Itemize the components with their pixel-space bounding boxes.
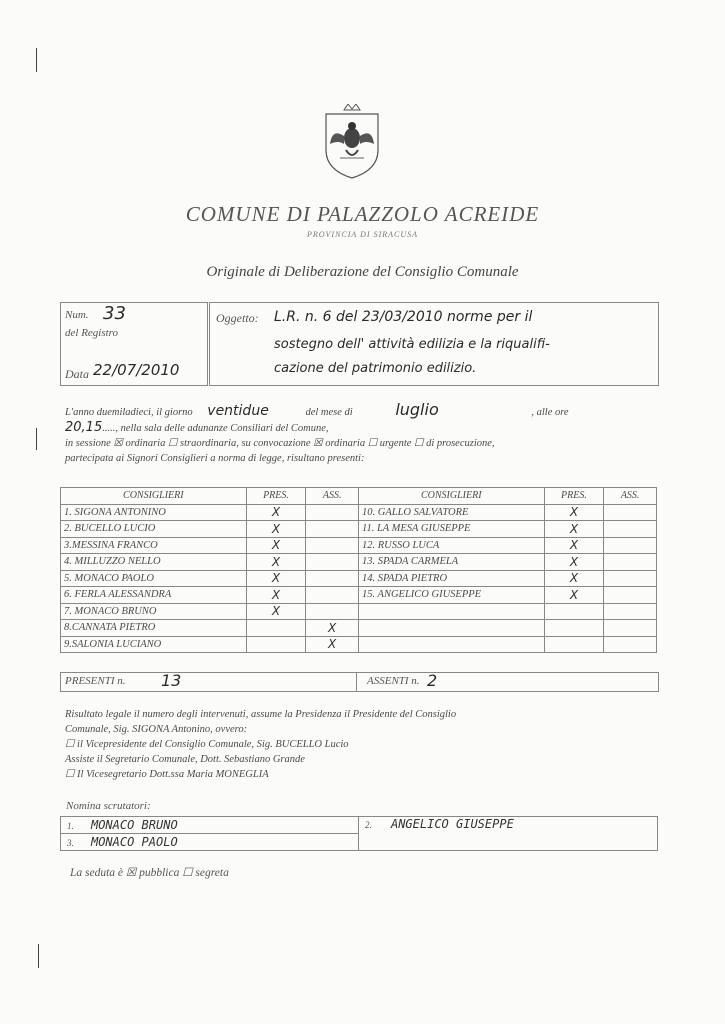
num-label: Num.: [65, 309, 89, 321]
ass-mark: X: [306, 636, 359, 653]
pres-mark: [246, 620, 306, 637]
pres-mark: X: [246, 603, 306, 620]
attendance-row: [61, 537, 657, 554]
intro-paragraph: [65, 402, 665, 466]
attendance-row: [61, 587, 657, 604]
subject-line-3: cazione del patrimonio edilizio.: [274, 361, 477, 376]
attendance-row: [61, 504, 657, 521]
ass-mark: [604, 587, 657, 604]
scrutatore-number: 1.: [67, 821, 74, 831]
comune-title: COMUNE DI PALAZZOLO ACREIDE: [185, 202, 540, 226]
pres-mark: X: [246, 587, 306, 604]
ass-mark: [604, 636, 657, 653]
header-pres: PRES.: [246, 488, 306, 505]
margin-mark: [38, 944, 39, 968]
consigliere-name: 13. SPADA CARMELA: [358, 554, 544, 571]
header-consiglieri: CONSIGLIERI: [358, 488, 544, 505]
consigliere-name: 9.SALONIA LUCIANO: [61, 636, 247, 653]
pres-mark: X: [246, 570, 306, 587]
ass-mark: [604, 537, 657, 554]
consigliere-name: 10. GALLO SALVATORE: [358, 504, 544, 521]
mese-value: luglio: [395, 400, 439, 419]
pres-mark: X: [544, 587, 604, 604]
presidency-line: Risultato legale il numero degli intervenuti, assume la Presidenza il Presidente del Consiglio: [65, 709, 457, 720]
header-pres: PRES.: [544, 488, 604, 505]
intro-text-1: L'anno duemiladieci, il giorno: [65, 407, 193, 418]
attendance-row: [61, 603, 657, 620]
pres-mark: X: [544, 504, 604, 521]
pres-mark: X: [544, 570, 604, 587]
seduta-line: La seduta è ☒ pubblica ☐ segreta: [70, 867, 229, 879]
ass-mark: [306, 537, 359, 554]
header-ass: ASS.: [604, 488, 657, 505]
num-value: 33: [103, 303, 126, 324]
presidency-paragraph: [65, 707, 665, 782]
consigliere-name: 3.MESSINA FRANCO: [61, 537, 247, 554]
ass-mark: X: [306, 620, 359, 637]
ass-mark: [306, 603, 359, 620]
consigliere-name: 7. MONACO BRUNO: [61, 603, 247, 620]
presence-intro: partecipata ai Signori Consiglieri a norma di legge, risultano presenti:: [65, 453, 365, 464]
ass-mark: [306, 587, 359, 604]
ass-mark: [604, 620, 657, 637]
pres-mark: X: [544, 537, 604, 554]
intro-text-3: , alle ore: [531, 407, 569, 418]
registro-label: del Registro: [65, 327, 119, 339]
ass-mark: [604, 504, 657, 521]
ass-mark: [306, 570, 359, 587]
data-label: Data: [65, 367, 89, 381]
document-type: Originale di Deliberazione del Consiglio Comunale: [206, 264, 519, 280]
pres-mark: X: [246, 504, 306, 521]
presenti-value: 13: [161, 671, 182, 690]
header-consiglieri: CONSIGLIERI: [61, 488, 247, 505]
pres-mark: [544, 620, 604, 637]
consigliere-name: 2. BUCELLO LUCIO: [61, 521, 247, 538]
margin-mark: [36, 428, 37, 450]
attendance-table: [60, 487, 657, 653]
ass-mark: [604, 554, 657, 571]
consigliere-name: [358, 603, 544, 620]
attendance-row: [61, 636, 657, 653]
subject-box: [209, 302, 659, 386]
presidency-line: Comunale, Sig. SIGONA Antonino, ovvero:: [65, 724, 248, 735]
consigliere-name: [358, 620, 544, 637]
ass-mark: [604, 521, 657, 538]
totals-box: [60, 672, 659, 692]
attendance-header-row: [61, 488, 657, 505]
presenti-label: PRESENTI n.: [65, 675, 126, 687]
session-line: in sessione ☒ ordinaria ☐ straordinaria, su convocazione ☒ ordinaria ☐ urgente ☐ di prosecuzione,: [65, 438, 495, 449]
intro-text-4: ....., nella sala delle adunanze Consiliari del Comune,: [102, 423, 329, 434]
attendance-row: [61, 570, 657, 587]
attendance-row: [61, 620, 657, 637]
scrutatori-label: Nomina scrutatori:: [66, 800, 151, 812]
giorno-value: ventidue: [207, 403, 269, 419]
consigliere-name: 15. ANGELICO GIUSEPPE: [358, 587, 544, 604]
consigliere-name: [358, 636, 544, 653]
pres-mark: X: [246, 521, 306, 538]
consigliere-name: 11. LA MESA GIUSEPPE: [358, 521, 544, 538]
pres-mark: X: [544, 521, 604, 538]
intro-text-2: del mese di: [305, 407, 353, 418]
pres-mark: [246, 636, 306, 653]
data-value: 22/07/2010: [93, 361, 180, 379]
scrutatore-name: ANGELICO GIUSEPPE: [390, 817, 514, 831]
margin-mark: [36, 48, 37, 72]
scrutatori-table: [60, 816, 658, 851]
oggetto-label: Oggetto:: [216, 311, 259, 325]
assenti-label: ASSENTI n.: [367, 675, 420, 687]
ass-mark: [604, 603, 657, 620]
consigliere-name: 8.CANNATA PIETRO: [61, 620, 247, 637]
presidency-line: ☐ il Vicepresidente del Consiglio Comunale, Sig. BUCELLO Lucio: [65, 739, 349, 750]
subject-line-1: L.R. n. 6 del 23/03/2010 norme per il: [274, 309, 533, 325]
attendance-row: [61, 554, 657, 571]
pres-mark: X: [544, 554, 604, 571]
ore-value: 20,15: [65, 420, 103, 435]
coat-of-arms-icon: [322, 104, 382, 180]
ass-mark: [306, 504, 359, 521]
assenti-value: 2: [427, 671, 438, 690]
ass-mark: [306, 521, 359, 538]
presidency-line: ☐ Il Vicesegretario Dott.ssa Maria MONEGLIA: [65, 769, 269, 780]
ass-mark: [604, 570, 657, 587]
consigliere-name: 14. SPADA PIETRO: [358, 570, 544, 587]
consigliere-name: 5. MONACO PAOLO: [61, 570, 247, 587]
presidency-line: Assiste il Segretario Comunale, Dott. Sebastiano Grande: [65, 754, 305, 765]
scrutatore-name: MONACO PAOLO: [90, 835, 178, 849]
consigliere-name: 12. RUSSO LUCA: [358, 537, 544, 554]
pres-mark: X: [246, 537, 306, 554]
pres-mark: [544, 603, 604, 620]
scrutatore-name: MONACO BRUNO: [90, 818, 178, 832]
pres-mark: [544, 636, 604, 653]
pres-mark: X: [246, 554, 306, 571]
ass-mark: [306, 554, 359, 571]
consigliere-name: 1. SIGONA ANTONINO: [61, 504, 247, 521]
attendance-row: [61, 521, 657, 538]
registry-box: [60, 302, 208, 386]
scrutatori-row: [61, 817, 658, 834]
scrutatore-number: 2.: [365, 820, 372, 830]
scrutatore-number: 3.: [67, 838, 74, 848]
subject-line-2: sostegno dell' attività edilizia e la riqualifi-: [274, 337, 550, 352]
header-ass: ASS.: [306, 488, 359, 505]
consigliere-name: 6. FERLA ALESSANDRA: [61, 587, 247, 604]
consigliere-name: 4. MILLUZZO NELLO: [61, 554, 247, 571]
provincia-subtitle: PROVINCIA DI SIRACUSA: [306, 230, 419, 239]
